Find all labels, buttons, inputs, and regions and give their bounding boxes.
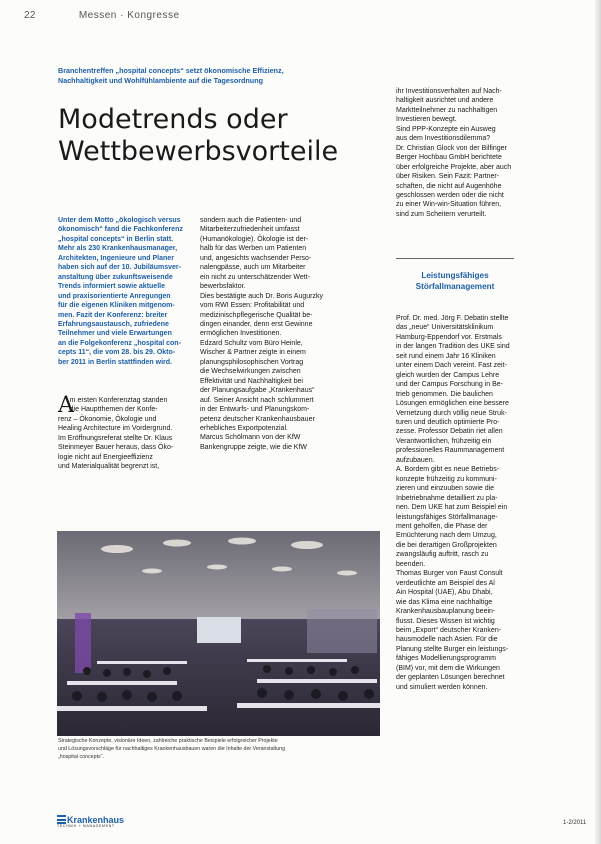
text-line: aus dem Investitionsdilemma? bbox=[396, 135, 491, 143]
text-line: an die Folgekonferenz „hospital con- bbox=[58, 339, 181, 347]
text-line: Lösungen ermöglichen eine bessere bbox=[396, 400, 509, 408]
text-line: Thomas Burger von Faust Consult bbox=[396, 570, 503, 578]
text-line: aufzubauen. bbox=[396, 456, 435, 464]
text-line: trieb genommen. Die baulichen bbox=[396, 390, 493, 398]
text-line: petenz deutscher Krankenhausbauer bbox=[200, 415, 315, 423]
text-line: Healing Architecture im Vordergrund. bbox=[58, 425, 173, 433]
text-line: leistungsfähiges Störfallmanage- bbox=[396, 513, 498, 521]
logo-mark-icon bbox=[57, 815, 66, 824]
text-line: dingen einander, denn erst Gewinne bbox=[200, 320, 313, 328]
text-line: die Wechselwirkungen zwischen bbox=[200, 368, 301, 376]
text-line: und simuliert werden können. bbox=[396, 683, 488, 691]
text-line: seit rund einem Jahr 16 Kliniken bbox=[396, 352, 496, 360]
text-line: men. Fazit der Konferenz: breiter bbox=[58, 311, 168, 319]
text-line: und, angesichts wachsender Perso- bbox=[200, 254, 312, 262]
subheading-line: Störfallmanagement bbox=[415, 281, 495, 291]
text-line: Marktteilnehmer zu nachhaltigen bbox=[396, 106, 498, 114]
text-line: Effektivität und Nachhaltigkeit bei bbox=[200, 377, 303, 385]
text-line: anstaltung über zukunftsweisende bbox=[58, 273, 173, 281]
text-line: nalengpässe, auch um Mitarbeiter bbox=[200, 264, 306, 272]
text-line: turen und deutlich optimierte Pro- bbox=[396, 418, 500, 426]
text-line: m ersten Konferenztag standen bbox=[58, 397, 168, 404]
text-line: hausmodelle nach Asien. Für die bbox=[396, 636, 498, 644]
conference-photo bbox=[57, 531, 380, 736]
running-header bbox=[24, 10, 180, 21]
text-line: Trends informiert sowie aktuelle bbox=[58, 283, 165, 291]
text-line: sind zum Scheitern verurteilt. bbox=[396, 210, 487, 218]
text-line: logie nicht auf Energieeffizienz bbox=[58, 453, 153, 461]
text-line: professionelles Raummanagement bbox=[396, 447, 505, 455]
text-line: halb für das Werben um Patienten bbox=[200, 245, 307, 253]
text-line: die bei derartigen Großprojekten bbox=[396, 541, 497, 549]
text-line: ein nicht zu unterschätzender Wett- bbox=[200, 273, 310, 281]
issue-number: 1-2/2011 bbox=[563, 820, 587, 826]
text-line: Teilnehmer und viele Erwartungen bbox=[58, 330, 172, 338]
text-line: haben sich auf der 10. Jubiläumsver- bbox=[58, 264, 181, 272]
text-line: und praxisorientierte Anregungen bbox=[58, 292, 171, 300]
text-line: zieren und einzuuben sowie die bbox=[396, 485, 495, 493]
text-line: Berger Hochbau GmbH berichtete bbox=[396, 154, 502, 162]
text-line: Hamburg-Eppendorf vor. Erstmals bbox=[396, 333, 502, 341]
text-line: A. Bordem gibt es neue Betriebs- bbox=[396, 466, 500, 474]
text-line: Inbetriebnahme detailliert zu pla- bbox=[396, 494, 498, 502]
text-line: erhebliches Exportpotenzial. bbox=[200, 424, 288, 432]
text-line: „hospital concepts“ in Berlin statt. bbox=[58, 235, 174, 243]
title-line: Wettbewerbsvorteile bbox=[58, 136, 339, 167]
text-line: (Humanökologie). Ökologie ist der- bbox=[200, 235, 309, 243]
text-line: Sind PPP-Konzepte ein Ausweg bbox=[396, 125, 496, 133]
text-line: (BIM) vor, mit dem die Wirkungen bbox=[396, 664, 500, 672]
teaser-line: Nachhaltigkeit und Wohlfühlambiente auf die Tagesordnung bbox=[58, 75, 263, 85]
text-line: ökonomisch“ fand die Fachkonferenz bbox=[58, 226, 183, 234]
text-line: Planung stellte Burger ein leistungs- bbox=[396, 645, 509, 653]
text-line: in der Entwurfs- und Planungskom- bbox=[200, 406, 310, 414]
text-line: Prof. Dr. med. Jörg F. Debatin stellte bbox=[396, 315, 509, 322]
logo-text: Krankenhaus bbox=[67, 815, 125, 825]
text-line: das „neue“ Universitätsklinikum bbox=[396, 324, 494, 332]
article-teaser bbox=[58, 66, 378, 85]
text-line: renz – Ökonomie, Ökologie und bbox=[58, 415, 157, 423]
text-line: Architekten, Ingenieure und Planer bbox=[58, 254, 174, 262]
page-edge-shadow bbox=[595, 0, 601, 844]
text-line: zesse. Professor Debatin riet allen bbox=[396, 428, 503, 436]
text-line: schaften, die nicht auf Augenhöhe bbox=[396, 182, 502, 190]
text-line: Steinmeyer Bauer heraus, dass Öko- bbox=[58, 444, 174, 452]
logo-subtitle: TECHNIK + MANAGEMENT bbox=[57, 824, 115, 828]
text-line: sondern auch die Patienten- und bbox=[200, 217, 302, 224]
text-line: konzepte frühzeitig zu kommuni- bbox=[396, 475, 497, 483]
section-label: Messen · Kongresse bbox=[78, 10, 180, 21]
magazine-logo bbox=[57, 815, 124, 828]
text-line: Vernetzung durch völlig neue Struk- bbox=[396, 409, 507, 417]
text-line: fähiges Modellierungsprogramm bbox=[396, 655, 496, 663]
text-line: beim „Export“ deutscher Kranken- bbox=[396, 626, 502, 634]
text-line: cepts 11“, die vom 28. bis 29. Okto- bbox=[58, 349, 176, 357]
text-line: Strategische Konzepte, visionäre Ideen, zahlreiche praktische Beispiele erfolgreicher Projekte bbox=[58, 738, 278, 744]
text-line: bewerbsfaktor. bbox=[200, 283, 246, 291]
text-line: „hospital concepts“. bbox=[58, 754, 104, 760]
photo-caption bbox=[58, 737, 384, 761]
text-line: flusst. Dieses Wissen ist wichtig bbox=[396, 617, 495, 625]
drop-cap: A bbox=[58, 393, 74, 418]
article-title bbox=[58, 104, 388, 168]
text-line: Unter dem Motto „ökologisch versus bbox=[58, 217, 181, 224]
teaser-line: Branchentreffen „hospital concepts“ setzt ökonomische Effizienz, bbox=[58, 66, 284, 75]
text-line: über Risiken. Sein Fazit: Partner- bbox=[396, 173, 500, 181]
text-line: unter einem Dach vereint. Fast zeit- bbox=[396, 362, 507, 370]
text-line: ihr Investitionsverhalten auf Nach- bbox=[396, 88, 502, 95]
text-line: Marcus Schölmann von der KfW bbox=[200, 434, 301, 442]
text-line: gleich wurden der Campus Lehre bbox=[396, 371, 500, 379]
text-line: Investieren bewegt. bbox=[396, 116, 457, 124]
text-line: vom RWI Essen: Profitabilität und bbox=[200, 302, 305, 310]
text-line: Dies bestätigte auch Dr. Boris Augurzky bbox=[200, 292, 323, 300]
text-line: zu einer Win-win-Situation führen, bbox=[396, 201, 502, 209]
text-line: für die eigenen Kliniken mitgenom- bbox=[58, 302, 175, 310]
body-column-1 bbox=[58, 393, 174, 472]
text-line: der geplanten Lösungen berechnet bbox=[396, 674, 505, 682]
subheading-line: Leistungsfähiges bbox=[421, 271, 489, 280]
text-line: Edzard Schultz vom Büro Heinle, bbox=[200, 339, 303, 347]
text-line: auf. Seiner Ansicht nach schlummert bbox=[200, 396, 314, 404]
text-line: wie das Klima eine nachhaltige bbox=[396, 598, 493, 606]
text-line: medizinischpflegerische Qualität be- bbox=[200, 311, 313, 319]
text-line: beenden. bbox=[396, 560, 426, 568]
text-line: ermöglichen Investitionen. bbox=[200, 330, 282, 338]
text-line: nen. Dem UKE hat zum Beispiel ein bbox=[396, 504, 508, 512]
text-line: planungsphilosophischen Vortrag bbox=[200, 358, 304, 366]
text-line: die Hauptthemen der Konfe- bbox=[58, 406, 158, 414]
body-column-2 bbox=[200, 216, 323, 452]
text-line: über erfolgreiche Projekte, aber auch bbox=[396, 163, 512, 171]
text-line: ment geholfen, die Phase der bbox=[396, 522, 488, 530]
text-line: in der langen Tradition des UKE sind bbox=[396, 343, 510, 351]
text-line: Krankenhausbauplanung beein- bbox=[396, 608, 496, 616]
text-line: und Materialqualität begrenzt ist, bbox=[58, 463, 160, 471]
text-line: Wischer & Partner zeigte in einem bbox=[200, 349, 306, 357]
text-line: haltigkeit ausrichtet und andere bbox=[396, 97, 494, 105]
body-column-3-top bbox=[396, 87, 510, 219]
intro-paragraph bbox=[58, 216, 183, 367]
text-line: verdeutlichte am Beispiel des Al bbox=[396, 579, 495, 587]
text-line: Mitarbeiterzufriedenheit umfasst bbox=[200, 226, 300, 234]
text-line: und Lösungsvorschläge für nachhaltiges Krankenhausbauen waren die Inhalte der Veranstaltung bbox=[58, 746, 286, 752]
title-line: Modetrends oder bbox=[58, 104, 288, 135]
body-column-3 bbox=[396, 314, 510, 692]
text-line: Ernüchterung nach dem Umzug, bbox=[396, 532, 497, 540]
text-line: Verantwortlichen, frühzeitig ein bbox=[396, 437, 492, 445]
text-line: Erfahrungsaustausch, zufriedene bbox=[58, 320, 169, 328]
text-line: Dr. Christian Glock von der Bilfinger bbox=[396, 144, 507, 152]
text-line: Mehr als 230 Krankenhausmanager, bbox=[58, 245, 178, 253]
text-line: und der Campus Forschung in Be- bbox=[396, 381, 503, 389]
text-line: geschlossen werden oder die nicht bbox=[396, 191, 504, 199]
subheading bbox=[396, 258, 514, 292]
text-line: ber 2011 in Berlin stattfinden wird. bbox=[58, 358, 172, 366]
page-number: 22 bbox=[24, 10, 36, 21]
text-line: Im Eröffnungsreferat stellte Dr. Klaus bbox=[58, 434, 173, 442]
text-line: zwangsläufig auftritt, rasch zu bbox=[396, 551, 489, 559]
text-line: Ain Hospital (UAE), Abu Dhabi, bbox=[396, 589, 493, 597]
text-line: Bankengruppe zeigte, wie die KfW bbox=[200, 443, 308, 451]
text-line: der Planungsaufgabe „Krankenhaus“ bbox=[200, 387, 315, 395]
